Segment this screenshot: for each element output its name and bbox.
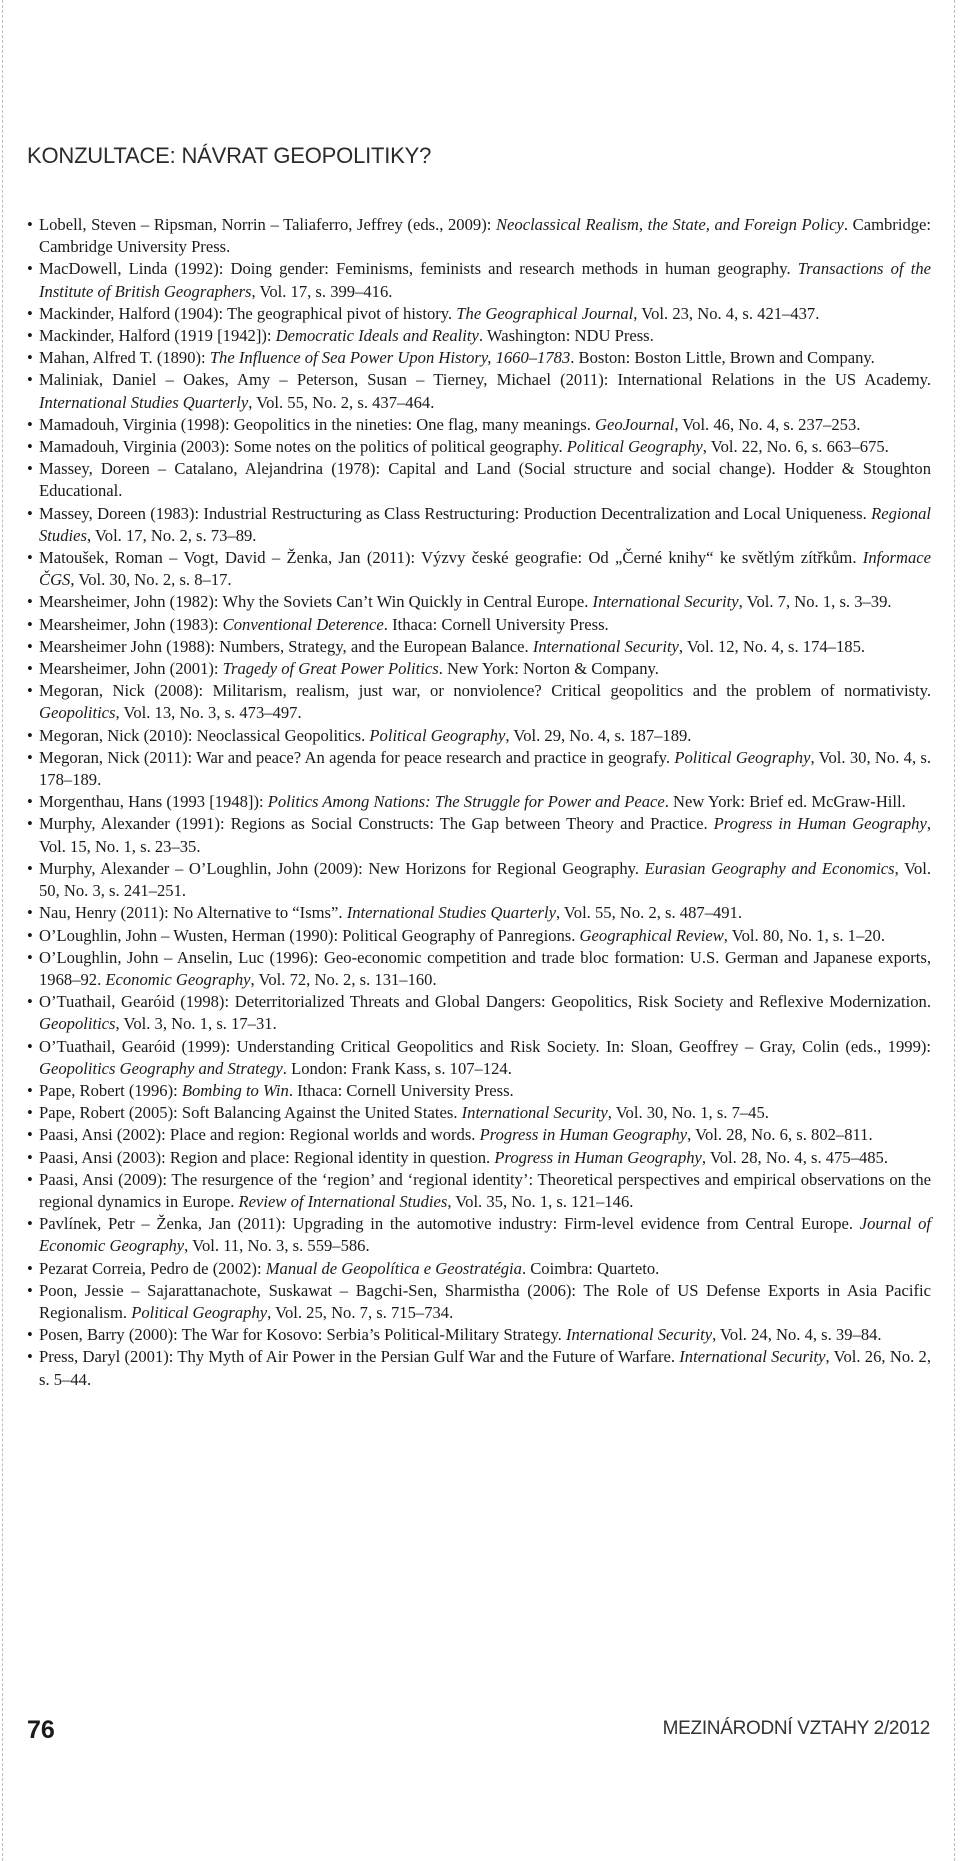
reference-title: Politics Among Nations: The Struggle for Power and Peace [267,792,665,812]
reference-text: Press, Daryl (2001): Thy Myth of Air Power in the Persian Gulf War and the Future of Warfare. [39,1347,680,1367]
reference-item [27,303,931,325]
reference-text: Megoran, Nick (2008): Militarism, realism, just war, or nonviolence? Critical geopolitics and the problem of normativisty. [39,681,931,701]
reference-details: , Vol. 23, No. 4, s. 421–437. [633,303,820,323]
reference-details: , Vol. 26, No. 2, s. 5–44. [39,1347,931,1389]
reference-details: , Vol. 46, No. 4, s. 237–253. [674,414,861,434]
reference-text: Poon, Jessie – Sajarattanachote, Suskawat – Bagchi-Sen, Sharmistha (2006): The Role of US Defense Exports in Asia Pacific Regionalism. [39,1280,931,1322]
reference-item [27,1280,931,1324]
reference-title: International Security [679,1347,826,1367]
reference-title: The Geographical Journal [456,303,634,323]
reference-title: GeoJournal [595,414,675,434]
reference-details: . New York: Brief ed. McGraw-Hill. [664,792,906,812]
reference-details: . Cambridge: Cambridge University Press. [39,215,932,257]
reference-text: Paasi, Ansi (2003): Region and place: Regional identity in question. [39,1147,495,1167]
reference-item [27,591,931,613]
reference-title: Progress in Human Geography [479,1125,688,1145]
reference-details: , Vol. 80, No. 1, s. 1–20. [723,925,885,945]
reference-details: , Vol. 28, No. 6, s. 802–811. [687,1125,873,1145]
reference-details: . Coimbra: Quarteto. [521,1258,660,1278]
reference-title: Political Geography [369,725,506,745]
reference-text: Posen, Barry (2000): The War for Kosovo: Serbia’s Political-Military Strategy. [39,1325,566,1345]
reference-details: , Vol. 30, No. 1, s. 7–45. [607,1103,769,1123]
reference-item [27,813,931,857]
reference-text: Mamadouh, Virginia (1998): Geopolitics in the nineties: One flag, many meanings. [39,414,596,434]
reference-title: Economic Geography [105,969,251,989]
reference-item [27,1213,931,1257]
reference-details: , Vol. 3, No. 1, s. 17–31. [115,1014,277,1034]
reference-title: Geopolitics Geography and Strategy [39,1058,283,1078]
reference-text: Mearsheimer John (1988): Numbers, Strategy, and the European Balance. [39,636,533,656]
reference-item [27,1124,931,1146]
reference-item [27,347,931,369]
reference-text: Morgenthau, Hans (1993 [1948]): [39,792,268,812]
reference-text: Pezarat Correia, Pedro de (2002): [39,1258,266,1278]
reference-item [27,1346,931,1390]
reference-item [27,1169,931,1213]
reference-details: , Vol. 50, No. 3, s. 241–251. [39,858,931,901]
reference-details: , Vol. 30, No. 4, s. 178–189. [39,747,932,790]
reference-item [27,1258,931,1280]
reference-item [27,414,931,436]
reference-details: , Vol. 25, No. 7, s. 715–734. [267,1302,454,1322]
reference-title: Political Geography [131,1302,268,1322]
reference-details: , Vol. 15, No. 1, s. 23–35. [39,814,931,856]
reference-text: O’Loughlin, John – Anselin, Luc (1996): Geo-economic competition and trade bloc formation: U.S. German and Japanese exports, 1968–92. [39,947,931,989]
reference-details: . Boston: Boston Little, Brown and Company. [570,348,875,368]
reference-item [27,325,931,347]
reference-title: Political Geography [674,747,811,767]
reference-title: International Studies Quarterly [39,392,249,412]
reference-details: . Ithaca: Cornell University Press. [383,614,609,634]
reference-details: . New York: Norton & Company. [438,659,659,679]
reference-title: International Security [461,1103,608,1123]
reference-text: Megoran, Nick (2011): War and peace? An agenda for peace research and practice in geografy. [39,747,675,767]
reference-title: Progress in Human Geography [494,1147,702,1167]
reference-text: Massey, Doreen (1983): Industrial Restructuring as Class Restructuring: Production Decentralization and Local Uniqueness. [39,503,872,523]
reference-item [27,1036,931,1080]
reference-item [27,991,931,1035]
reference-text: Murphy, Alexander – O’Loughlin, John (2009): New Horizons for Regional Geography. [39,858,645,878]
reference-details: , Vol. 22, No. 6, s. 663–675. [702,437,889,457]
reference-text: Nau, Henry (2011): No Alternative to “Isms”. [39,903,347,923]
reference-item [27,1102,931,1124]
reference-item [27,436,931,458]
reference-details: , Vol. 30, No. 2, s. 8–17. [70,570,232,590]
reference-details: . Ithaca: Cornell University Press. [288,1080,514,1100]
reference-title: International Security [565,1325,713,1345]
reference-title: Neoclassical Realism, the State, and Foreign Policy [495,215,844,234]
reference-details: , Vol. 24, No. 4, s. 39–84. [712,1325,882,1345]
reference-details: , Vol. 17, s. 399–416. [251,281,393,301]
reference-text: Paasi, Ansi (2002): Place and region: Regional worlds and words. [39,1125,480,1145]
reference-item [27,1080,931,1102]
reference-title: International Studies Quarterly [346,903,556,923]
reference-details: , Vol. 28, No. 4, s. 475–485. [701,1147,888,1167]
reference-item [27,214,931,258]
reference-item [27,858,931,902]
reference-item [27,747,931,791]
reference-text: Mearsheimer, John (1983): [39,614,223,634]
reference-text: O’Loughlin, John – Wusten, Herman (1990): Political Geography of Panregions. [39,925,580,945]
reference-title: Regional Studies [39,503,931,545]
reference-title: Transactions of the Institute of British Geographers [39,259,931,301]
reference-title: Geopolitics [39,1014,116,1034]
reference-title: Bombing to Win [181,1080,289,1100]
reference-item [27,680,931,724]
reference-item [27,658,931,680]
reference-text: O’Tuathail, Gearóid (1998): Deterritorialized Threats and Global Dangers: Geopolitics, Risk Society and Reflexive Modernization. [39,992,931,1012]
reference-details: , Vol. 17, No. 2, s. 73–89. [86,525,257,545]
reference-item [27,947,931,991]
reference-title: International Security [592,592,739,612]
reference-details: . Washington: NDU Press. [478,326,654,346]
reference-item [27,925,931,947]
reference-title: Tragedy of Great Power Politics [222,659,439,679]
reference-title: Conventional Deterence [222,614,384,634]
reference-item [27,614,931,636]
reference-details: , Vol. 12, No. 4, s. 174–185. [678,636,866,656]
reference-text: Pavlínek, Petr – Ženka, Jan (2011): Upgrading in the automotive industry: Firm-level evidence from Central Europe. [39,1214,860,1234]
reference-details: , Vol. 13, No. 3, s. 473–497. [115,703,302,723]
reference-item [27,725,931,747]
reference-title: Review of International Studies [238,1191,448,1211]
page-border-left [2,0,3,1861]
reference-item [27,458,931,502]
reference-title: Democratic Ideals and Reality [275,326,479,346]
reference-text: Massey, Doreen – Catalano, Alejandrina (1978): Capital and Land (Social structure and social change). Hodder & Stoughton Educational. [39,459,931,501]
reference-title: Geographical Review [579,925,724,945]
reference-title: Journal of Economic Geography [39,1214,931,1256]
reference-text: O’Tuathail, Gearóid (1999): Understanding Critical Geopolitics and Risk Society. In: Sloan, Geoffrey – Gray, Colin (eds., 1999): [39,1036,931,1056]
reference-text: Murphy, Alexander (1991): Regions as Social Constructs: The Gap between Theory and Practice. [39,814,714,834]
reference-title: International Security [532,636,679,656]
reference-details: , Vol. 7, No. 1, s. 3–39. [738,592,892,612]
reference-text: Pape, Robert (2005): Soft Balancing Against the United States. [39,1103,462,1123]
reference-details: . London: Frank Kass, s. 107–124. [282,1058,512,1078]
reference-text: Mackinder, Halford (1919 [1942]): [39,326,276,346]
reference-title: Progress in Human Geography [713,814,927,834]
reference-text: Pape, Robert (1996): [39,1080,182,1100]
reference-text: Paasi, Ansi (2009): The resurgence of the ‘region’ and ‘regional identity’: Theoretical perspectives and empirical observations on the regional dynamics in Europe. [39,1169,931,1211]
reference-title: Political Geography [566,437,703,457]
reference-details: , Vol. 72, No. 2, s. 131–160. [250,969,437,989]
reference-details: , Vol. 55, No. 2, s. 437–464. [248,392,435,412]
reference-item [27,1324,931,1346]
reference-title: Informace ČGS [39,548,931,590]
page-border-right [954,0,955,1861]
reference-text: Mearsheimer, John (2001): [39,659,223,679]
reference-text: Lobell, Steven – Ripsman, Norrin – Taliaferro, Jeffrey (eds., 2009): [39,215,496,234]
reference-details: , Vol. 29, No. 4, s. 187–189. [505,725,692,745]
reference-item [27,636,931,658]
reference-item [27,547,931,591]
reference-title: Eurasian Geography and Economics [644,858,895,878]
reference-details: , Vol. 55, No. 2, s. 487–491. [555,903,743,923]
running-header: KONZULTACE: NÁVRAT GEOPOLITIKY? [27,143,432,168]
reference-text: Megoran, Nick (2010): Neoclassical Geopolitics. [39,725,370,745]
reference-title: Manual de Geopolítica e Geostratégia [265,1258,522,1278]
reference-text: Mamadouh, Virginia (2003): Some notes on the politics of political geography. [39,437,567,457]
reference-item [27,791,931,813]
reference-item [27,902,931,924]
reference-details: , Vol. 11, No. 3, s. 559–586. [184,1236,370,1256]
reference-item [27,258,931,302]
reference-text: Mearsheimer, John (1982): Why the Soviets Can’t Win Quickly in Central Europe. [39,592,593,612]
reference-list [27,214,931,1391]
reference-details: , Vol. 35, No. 1, s. 121–146. [447,1191,634,1211]
reference-text: Mackinder, Halford (1904): The geographical pivot of history. [39,303,457,323]
journal-name: MEZINÁRODNÍ VZTAHY 2/2012 [662,1718,930,1739]
page-number: 76 [27,1716,55,1744]
reference-title: The Influence of Sea Power Upon History, 1660–1783 [209,348,571,368]
reference-item [27,1147,931,1169]
reference-item [27,503,931,547]
reference-item [27,369,931,413]
reference-text: Maliniak, Daniel – Oakes, Amy – Peterson, Susan – Tierney, Michael (2011): International Relations in the US Academy. [39,370,931,390]
reference-text: Matoušek, Roman – Vogt, David – Ženka, Jan (2011): Výzvy české geografie: Od „Černé knihy“ ke světlým zítřkům. [39,548,863,568]
reference-title: Geopolitics [39,703,116,723]
reference-text: Mahan, Alfred T. (1890): [39,348,210,368]
reference-text: MacDowell, Linda (1992): Doing gender: Feminisms, feminists and research methods in human geography. [39,259,798,279]
